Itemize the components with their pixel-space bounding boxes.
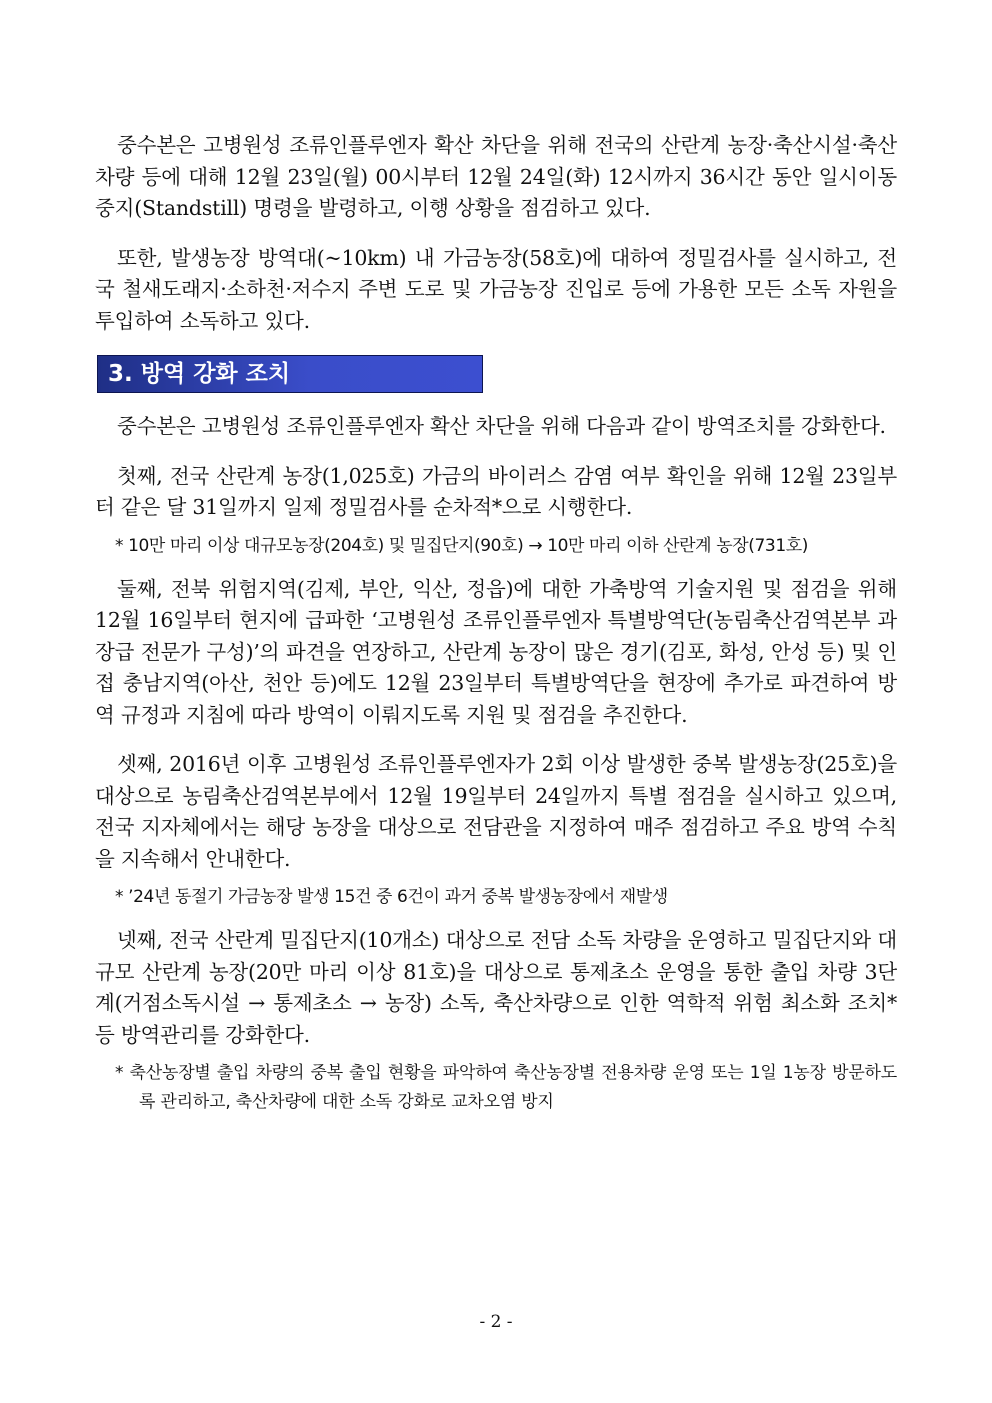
measure-first-note: * 10만 마리 이상 대규모농장(204호) 및 밀집단지(90호) → 10만 마리 이하 산란계 농장(731호) [115,535,808,556]
section-intro: 중수본은 고병원성 조류인플루엔자 확산 차단을 위해 다음과 같이 방역조치를 강화한다. [117,414,886,438]
measure-second: 둘째, 전북 위험지역(김제, 부안, 익산, 정읍)에 대한 가축방역 기술지원 및 점검을 위해 12월 16일부터 현지에 급파한 ‘고병원성 조류인플루엔자 특별방역단(농림축산검역본부 과장급 전문가 구성)’의 파견을 연장하고, 산란계 농장이 많은 경기(김포, 화성, 안성 등) 및 인접 충남지역(아산, 천안 등)에도 12월 23일부터 특별방역단을 현장에 추가로 파견하여 방역 규정과 지침에 따라 방역이 이뤄지도록 지원 및 점검을 추진한다. [95,576,898,727]
measure-fourth: 넷째, 전국 산란계 밀집단지(10개소) 대상으로 전담 소독 차량을 운영하고 밀집단지와 대규모 산란계 농장(20만 마리 이상 81호)을 대상으로 통제초소 운영을 통한 출입 차량 3단계(거점소독시설 → 통제초소 → 농장) 소독, 축산차량으로 인한 역학적 위험 최소화 조치* 등 방역관리를 강화한다. [95,928,897,1047]
page-number: - 2 - [479,1312,513,1332]
measure-third-note: * ’24년 동절기 가금농장 발생 15건 중 6건이 과거 중복 발생농장에서 재발생 [115,887,668,907]
paragraph-standstill: 중수본은 고병원성 조류인플루엔자 확산 차단을 위해 전국의 산란계 농장·축산시설·축산차량 등에 대해 12월 23일(월) 00시부터 12월 24일(화) 12시까지 36시간 동안 일시이동중지(Standstill) 명령을 발령하고, 이행 상황을 점검하고 있다. [95,133,897,220]
paragraph-disinfection: 또한, 발생농장 방역대(~10km) 내 가금농장(58호)에 대하여 정밀검사를 실시하고, 전국 철새도래지·소하천·저수지 주변 도로 및 가금농장 진입로 등에 가용한 모든 소독 자원을 투입하여 소독하고 있다. [95,245,897,333]
section-heading: 3. 방역 강화 조치 [97,355,483,393]
measure-third: 셋째, 2016년 이후 고병원성 조류인플루엔자가 2회 이상 발생한 중복 발생농장(25호)을 대상으로 농림축산검역본부에서 12월 19일부터 24일까지 특별 점검을 실시하고 있으며, 전국 지자체에서는 해당 농장을 대상으로 전담관을 지정하여 매주 점검하고 주요 방역 수칙을 지속해서 안내한다. [95,752,897,871]
measure-fourth-note: * 축산농장별 출입 차량의 중복 출입 현황을 파악하여 축산농장별 전용차량 운영 또는 1일 1농장 방문하도록 관리하고, 축산차량에 대한 소독 강화로 교차오염 방지 [115,1063,897,1112]
measure-first: 첫째, 전국 산란계 농장(1,025호) 가금의 바이러스 감염 여부 확인을 위해 12월 23일부터 같은 달 31일까지 일제 정밀검사를 순차적*으로 시행한다. [95,463,897,519]
document-body [95,130,897,1117]
